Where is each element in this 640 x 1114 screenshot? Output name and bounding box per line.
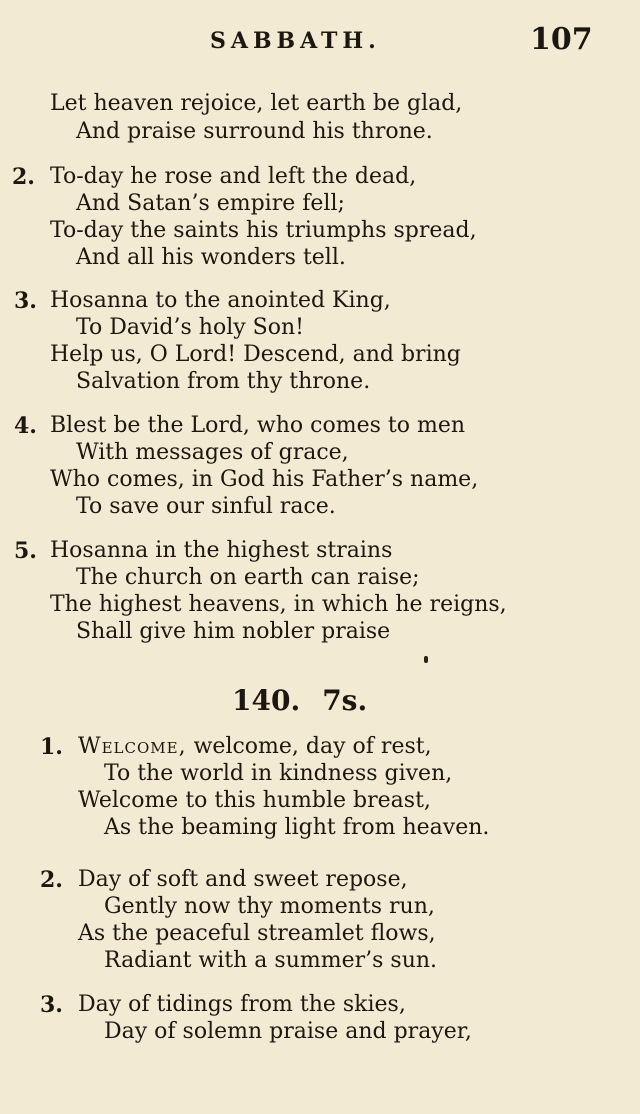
verse-line: And praise surround his throne. — [76, 119, 433, 144]
first-word: Welcome, — [78, 734, 187, 759]
verse-line: To the world in kindness given, — [104, 761, 453, 786]
hymn-number: 140. — [232, 684, 301, 717]
stanza-number: 2. — [40, 867, 63, 893]
verse-line: Let heaven rejoice, let earth be glad, — [50, 91, 463, 116]
verse-line: And Satan’s empire fell; — [76, 191, 345, 216]
stanza-number: 3. — [40, 992, 63, 1018]
verse-line: Salvation from thy throne. — [76, 369, 371, 394]
verse-line: To save our sinful race. — [76, 494, 336, 519]
verse-line: Day of solemn praise and prayer, — [104, 1019, 472, 1044]
verse-line: Blest be the Lord, who comes to men — [50, 413, 466, 438]
verse-line: Radiant with a summer’s sun. — [104, 948, 438, 973]
verse-line — [78, 733, 432, 761]
verse-line: Who comes, in God his Father’s name, — [50, 467, 479, 492]
verse-line: To-day he rose and left the dead, — [50, 164, 417, 189]
verse-line: Help us, O Lord! Descend, and bring — [50, 342, 461, 367]
verse-line: Hosanna in the highest strains — [50, 538, 393, 563]
first-line-rest: welcome, day of rest, — [186, 734, 432, 759]
verse-line: As the peaceful streamlet flows, — [78, 921, 436, 946]
stanza-number: 5. — [14, 538, 37, 564]
hymn-heading — [232, 684, 367, 717]
verse-line: As the beaming light from heaven. — [104, 815, 490, 840]
verse-line: The church on earth can raise; — [76, 565, 420, 590]
stanza-number: 3. — [14, 288, 37, 314]
verse-line: Gently now thy moments run, — [104, 894, 435, 919]
verse-line: Welcome to this humble breast, — [78, 788, 431, 813]
page-number: 107 — [530, 22, 593, 57]
verse-line: Shall give him nobler praise — [76, 619, 391, 644]
stanza-number: 1. — [40, 734, 63, 760]
verse-line: And all his wonders tell. — [76, 245, 346, 270]
verse-line: Day of soft and sweet repose, — [78, 867, 408, 892]
verse-line: With messages of grace, — [76, 440, 349, 465]
verse-line: To-day the saints his triumphs spread, — [50, 218, 477, 243]
hymn-meter: 7s. — [322, 684, 368, 717]
verse-line: To David’s holy Son! — [76, 315, 304, 340]
stanza-number: 2. — [12, 164, 35, 190]
running-head: SABBATH. — [210, 28, 381, 54]
verse-line: Day of tidings from the skies, — [78, 992, 406, 1017]
ink-speck — [424, 656, 428, 663]
stanza-number: 4. — [14, 413, 37, 439]
verse-line: Hosanna to the anointed King, — [50, 288, 391, 313]
verse-line: The highest heavens, in which he reigns, — [50, 592, 507, 617]
